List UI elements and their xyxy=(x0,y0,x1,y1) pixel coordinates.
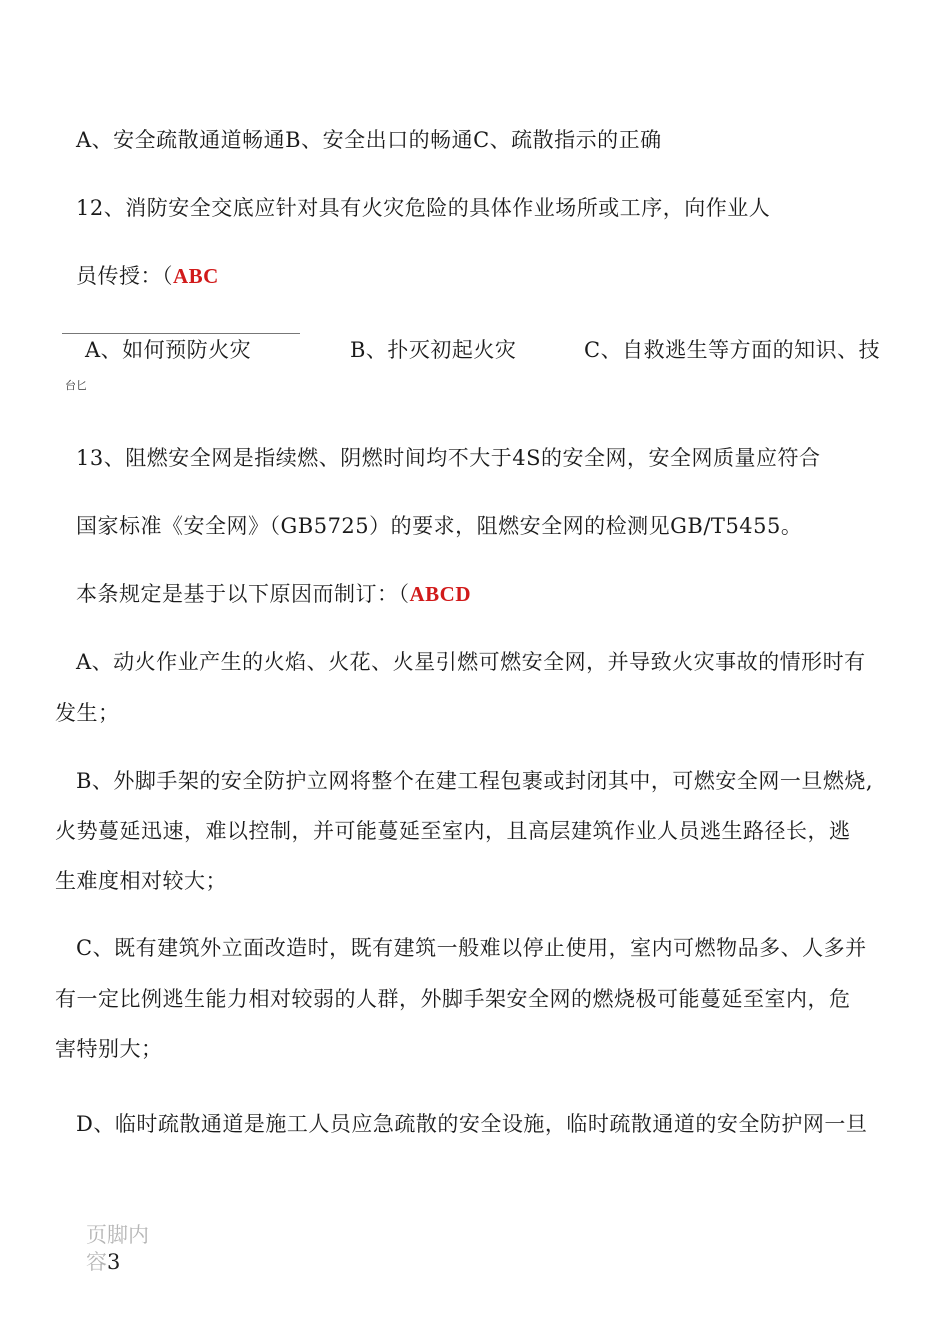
reason-a-line-1: A、动火作业产生的火焰、火花、火星引燃可燃安全网，并导致火灾事故的情形时有 xyxy=(76,650,866,674)
q12-option-a: A、如何预防火灾 xyxy=(85,338,252,362)
footer-line-2 xyxy=(86,1249,120,1275)
question-13-line-2: 国家标准《安全网》（GB5725）的要求，阻燃安全网的检测见GB/T5455。 xyxy=(76,514,803,538)
q12-option-c-continuation: 台匕 xyxy=(65,379,87,392)
question-13-prompt: 本条规定是基于以下原因而制订：（ xyxy=(76,582,410,606)
options-line-q11: A、安全疏散通道畅通B、安全出口的畅通C、疏散指示的正确 xyxy=(76,128,662,152)
footer-label: 容 xyxy=(86,1250,107,1274)
reason-c-line-1: C、既有建筑外立面改造时，既有建筑一般难以停止使用，室内可燃物品多、人多并 xyxy=(76,936,867,960)
reason-d-line-1: D、临时疏散通道是施工人员应急疏散的安全设施，临时疏散通道的安全防护网一旦 xyxy=(76,1112,868,1136)
page-number: 3 xyxy=(107,1250,121,1274)
question-12-prompt: 员传授：（ xyxy=(76,264,173,288)
reason-b-line-2: 火势蔓延迅速，难以控制，并可能蔓延至室内，且高层建筑作业人员逃生路径长，逃 xyxy=(55,819,851,843)
reason-b-line-3: 生难度相对较大； xyxy=(55,869,227,893)
underline-rule xyxy=(62,333,300,334)
answer-q13: ABCD xyxy=(409,582,472,606)
reason-b-line-1: B、外脚手架的安全防护立网将整个在建工程包裹或封闭其中，可燃安全网一旦燃烧, xyxy=(76,769,874,793)
question-12-line-1: 12、消防安全交底应针对具有火灾危险的具体作业场所或工序，向作业人 xyxy=(76,196,771,220)
q12-option-c: C、自救逃生等方面的知识、技 xyxy=(584,338,881,362)
reason-c-line-3: 害特别大； xyxy=(55,1037,163,1061)
q12-option-b: B、扑灭初起火灾 xyxy=(350,338,517,362)
question-13-line-3 xyxy=(76,580,471,608)
question-13-line-1: 13、阻燃安全网是指续燃、阴燃时间均不大于4S的安全网，安全网质量应符合 xyxy=(76,446,821,470)
answer-q12: ABC xyxy=(173,264,219,288)
reason-c-line-2: 有一定比例逃生能力相对较弱的人群，外脚手架安全网的燃烧极可能蔓延至室内，危 xyxy=(55,987,851,1011)
question-12-line-2 xyxy=(76,262,219,290)
footer-line-1: 页脚内 xyxy=(86,1223,149,1247)
reason-a-line-2: 发生； xyxy=(55,701,120,725)
